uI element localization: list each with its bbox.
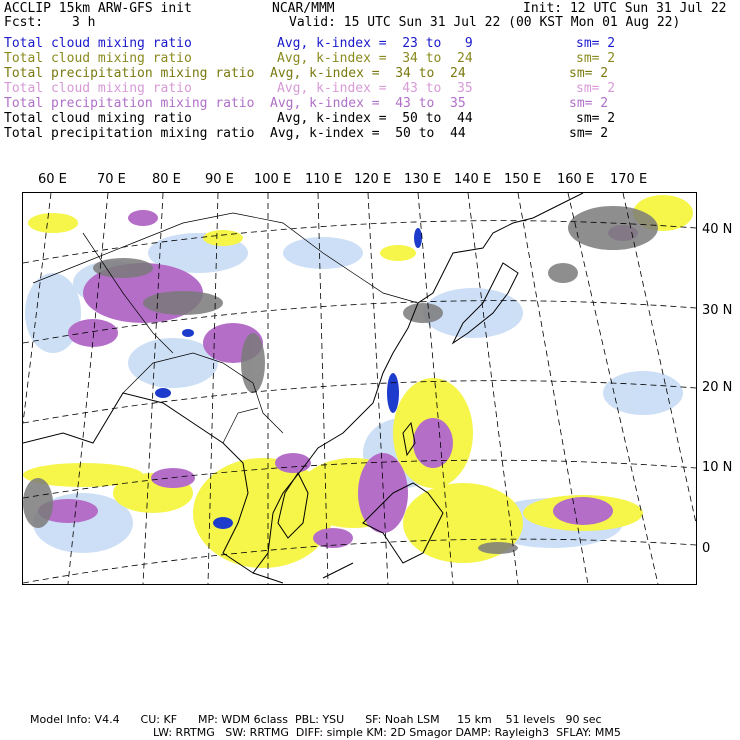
lon-label: 160 E [557,172,595,187]
field-name: Total precipitation mixing ratio [4,126,255,141]
map-panel [22,192,697,585]
lon-label: 70 E [97,172,126,187]
lat-label: 0 [702,541,711,556]
field-sm: sm= 2 [576,81,616,96]
model-title: ACCLIP 15km ARW-GFS init [4,1,192,16]
field-avg: Avg, k-index = 23 to 9 [277,36,473,51]
field-sm: sm= 2 [576,51,616,66]
field-sm: sm= 2 [569,126,609,141]
model-info-line2: LW: RRTMG SW: RRTMG DIFF: simple KM: 2D Smagor DAMP: Rayleigh3 SFLAY: MM5 [153,726,621,739]
field-name: Total cloud mixing ratio [4,81,192,96]
init-time: Init: 12 UTC Sun 31 Jul 22 [523,1,727,16]
field-avg: Avg, k-index = 43 to 35 [277,81,473,96]
field-name: Total precipitation mixing ratio [4,66,255,81]
lon-label: 150 E [504,172,542,187]
field-sm: sm= 2 [569,96,609,111]
field-avg: Avg, k-index = 34 to 24 [270,66,466,81]
lon-label: 80 E [152,172,181,187]
field-avg: Avg, k-index = 50 to 44 [277,111,473,126]
lon-label: 130 E [404,172,442,187]
center-label: NCAR/MMM [272,1,335,16]
model-info-line1: Model Info: V4.4 CU: KF MP: WDM 6class PBL: YSU SF: Noah LSM 15 km 51 levels 90 sec [30,713,602,726]
field-avg: Avg, k-index = 50 to 44 [270,126,466,141]
field-name: Total cloud mixing ratio [4,36,192,51]
lat-label: 20 N [702,380,733,395]
lon-label: 170 E [610,172,648,187]
field-sm: sm= 2 [576,36,616,51]
map-canvas [23,193,696,584]
field-name: Total cloud mixing ratio [4,51,192,66]
fcst-value: 3 h [72,15,96,30]
lon-label: 140 E [454,172,492,187]
lon-label: 60 E [38,172,67,187]
field-name: Total precipitation mixing ratio [4,96,255,111]
field-sm: sm= 2 [569,66,609,81]
lon-label: 100 E [254,172,292,187]
lon-label: 110 E [305,172,343,187]
lat-label: 30 N [702,303,733,318]
lat-label: 40 N [702,222,733,237]
lon-label: 120 E [354,172,392,187]
valid-time: Valid: 15 UTC Sun 31 Jul 22 (00 KST Mon 01 Aug 22) [289,15,681,30]
field-avg: Avg, k-index = 34 to 24 [277,51,473,66]
lat-label: 10 N [702,460,733,475]
field-sm: sm= 2 [576,111,616,126]
field-name: Total cloud mixing ratio [4,111,192,126]
field-avg: Avg, k-index = 43 to 35 [270,96,466,111]
fcst-label: Fcst: [4,15,44,30]
lon-label: 90 E [205,172,234,187]
